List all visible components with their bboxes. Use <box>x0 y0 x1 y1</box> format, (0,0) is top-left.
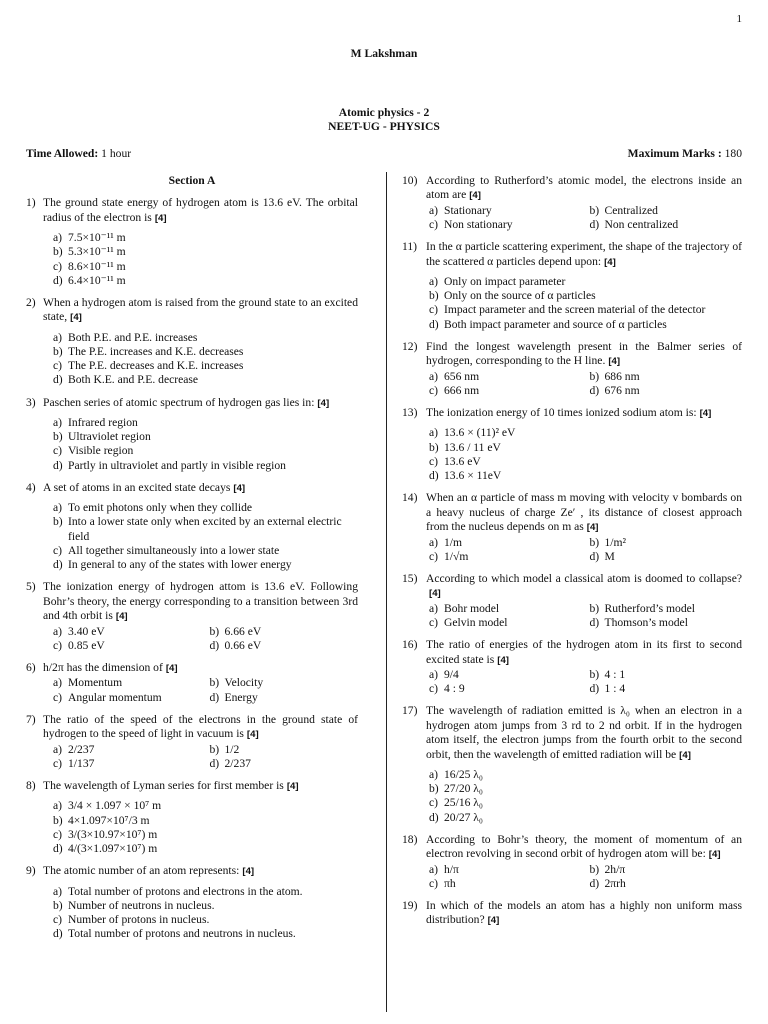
question-5 <box>26 580 358 653</box>
option-a: a) Only on impact parameter <box>429 275 566 289</box>
marks-tag: [4] <box>317 397 330 409</box>
question-2 <box>26 296 358 388</box>
option-b: b) 4 : 1 <box>589 667 626 681</box>
question-number: 13) <box>402 406 418 420</box>
options-list <box>402 370 742 398</box>
question-text: The ratio of the speed of the electrons in the ground state of hydrogen to the speed of light in vacuum is [4] <box>43 712 358 741</box>
question-number: 16) <box>402 638 418 652</box>
option-d: d) Partly in ultraviolet and partly in visible region <box>53 458 286 472</box>
option-d: d) 2/237 <box>209 756 251 770</box>
option-a: a) 3.40 eV <box>53 624 105 638</box>
option-d: d) 20/27 λ₀ <box>429 810 483 824</box>
option-a: a) Total number of protons and electrons in the atom. <box>53 884 303 898</box>
question-13 <box>402 406 742 483</box>
question-text: Paschen series of atomic spectrum of hydrogen gas lies in: [4] <box>43 395 330 409</box>
options-list <box>402 602 742 630</box>
question-text: h/2π has the dimension of [4] <box>43 660 178 674</box>
option-c: c) 666 nm <box>429 383 480 397</box>
option-c: c) 8.6×10⁻¹¹ m <box>53 259 126 273</box>
left-column <box>26 174 358 949</box>
marks-tag: [4] <box>154 212 167 224</box>
option-b: b) 13.6 / 11 eV <box>429 440 501 454</box>
option-b: b) Only on the source of α particles <box>429 289 596 303</box>
question-number: 8) <box>26 778 36 792</box>
option-a: a) Bohr model <box>429 601 500 615</box>
question-text: According to Rutherford’s atomic model, the electrons inside an atom are [4] <box>426 174 742 202</box>
options-list <box>26 331 358 388</box>
option-d: d) 2πrh <box>589 876 626 890</box>
right-column <box>402 174 742 937</box>
option-a: a) 16/25 λ₀ <box>429 767 483 781</box>
options-list <box>26 676 358 704</box>
options-list <box>402 668 742 696</box>
marks-tag: [4] <box>429 588 441 600</box>
option-a: a) To emit photons only when they collide <box>53 501 253 515</box>
question-text: In the α particle scattering experiment, the shape of the trajectory of the scattered α particles depend upon: [4] <box>426 240 742 268</box>
question-number: 1) <box>26 196 36 210</box>
question-number: 12) <box>402 339 418 353</box>
question-text: The ionization energy of hydrogen attom is 13.6 eV. Following Bohr’s theory, the energy corresponding to a transition between 3rd and 4th orbit is [4] <box>43 580 358 623</box>
option-a: a) Stationary <box>429 203 492 217</box>
marks-tag: [4] <box>708 849 721 861</box>
marks-tag: [4] <box>699 408 712 420</box>
option-a: a) 1/m <box>429 535 463 549</box>
question-number: 6) <box>26 660 36 674</box>
marks-tag: [4] <box>469 190 481 202</box>
option-a: a) 9/4 <box>429 667 459 681</box>
question-number: 3) <box>26 395 36 409</box>
marks-tag: [4] <box>165 662 178 674</box>
option-c: c) 1/137 <box>53 756 95 770</box>
question-text: A set of atoms in an excited state decays [4] <box>43 480 246 494</box>
question-7 <box>26 713 358 771</box>
marks-tag: [4] <box>608 356 621 368</box>
marks-tag: [4] <box>70 312 82 324</box>
option-b: b) Velocity <box>209 676 264 690</box>
question-text: Find the longest wavelength present in the Balmer series of hydrogen, corresponding to the H line. [4] <box>426 339 742 368</box>
question-number: 18) <box>402 832 418 846</box>
question-12 <box>402 340 742 398</box>
option-d: d) 13.6 × 11eV <box>429 469 502 483</box>
question-number: 4) <box>26 480 36 494</box>
question-19 <box>402 899 742 929</box>
option-b: b) Centralized <box>589 203 658 217</box>
section-title: Section A <box>168 174 216 187</box>
option-a: a) 7.5×10⁻¹¹ m <box>53 231 126 245</box>
option-b: b) 1/2 <box>209 742 240 756</box>
option-d: d) Both impact parameter and source of α particles <box>429 317 667 331</box>
options-list <box>26 416 358 473</box>
option-a: a) 13.6 × (11)² eV <box>429 426 516 440</box>
option-b: b) Ultraviolet region <box>53 430 151 444</box>
option-c: c) Angular momentum <box>53 690 162 704</box>
option-d: d) 4/(3×1.097×10⁷) m <box>53 841 158 855</box>
paper-subtitle: NEET-UG - PHYSICS <box>328 120 440 133</box>
option-c: c) Impact parameter and the screen material of the detector <box>429 303 706 317</box>
option-b: b) 27/20 λ₀ <box>429 782 483 796</box>
question-text: The atomic number of an atom represents: [4] <box>43 864 255 878</box>
question-number: 17) <box>402 704 418 718</box>
option-b: b) The P.E. increases and K.E. decreases <box>53 345 244 359</box>
option-c: c) 0.85 eV <box>53 638 105 652</box>
options-list <box>26 501 358 572</box>
option-d: d) Both K.E. and P.E. decrease <box>53 373 199 387</box>
question-1 <box>26 196 358 288</box>
question-text: According to Bohr’s theory, the moment of momentum of an electron revolving in second orbit of hydrogen atom will be: [4] <box>426 832 742 861</box>
question-number: 7) <box>26 712 36 726</box>
question-14 <box>402 491 742 564</box>
option-b: b) 4×1.097×10⁷/3 m <box>53 813 150 827</box>
question-number: 2) <box>26 296 36 310</box>
option-a: a) Infrared region <box>53 416 138 430</box>
question-8 <box>26 779 358 856</box>
marks-tag: [4] <box>233 482 246 494</box>
marks-tag: [4] <box>586 522 599 534</box>
option-d: d) Total number of protons and neutrons in nucleus. <box>53 927 296 941</box>
option-a: a) h/π <box>429 862 459 876</box>
options-list <box>402 863 742 891</box>
question-number: 19) <box>402 899 418 912</box>
question-number: 14) <box>402 491 418 505</box>
option-d: d) Energy <box>209 690 258 704</box>
option-d: d) Non centralized <box>589 218 679 232</box>
option-c: c) The P.E. decreases and K.E. increases <box>53 359 244 373</box>
options-list <box>26 625 358 653</box>
option-c: c) πh <box>429 876 456 890</box>
question-text: The ground state energy of hydrogen atom is 13.6 eV. The orbital radius of the electron is [4] <box>43 196 358 224</box>
marks-tag: [4] <box>679 749 691 761</box>
question-text: The wavelength of Lyman series for first member is [4] <box>43 778 299 792</box>
option-b: b) 686 nm <box>589 369 640 383</box>
paper-title: Atomic physics - 2 <box>338 106 430 119</box>
option-d: d) 0.66 eV <box>209 638 262 652</box>
option-c: c) 3/(3×10.97×10⁷) m <box>53 827 158 841</box>
option-b: b) 5.3×10⁻¹¹ m <box>53 245 126 259</box>
question-text: When an α particle of mass m moving with velocity v bombards on a heavy nucleus of charge Ze′ , its distance of closest approach from the nucleus depends on m as [4] <box>426 491 742 534</box>
marks-tag: [4] <box>286 780 299 792</box>
question-text: The ionization energy of 10 times ionized sodium atom is: [4] <box>426 406 712 420</box>
column-divider <box>386 172 387 1012</box>
option-b: b) Into a lower state only when excited by an external electric field <box>53 515 342 543</box>
option-c: c) 1/√m <box>429 549 469 563</box>
question-10 <box>402 174 742 232</box>
question-16 <box>402 638 742 696</box>
question-17 <box>402 704 742 824</box>
question-4 <box>26 481 358 572</box>
option-c: c) 25/16 λ₀ <box>429 796 483 810</box>
marks-tag: [4] <box>604 256 616 268</box>
title-block <box>0 106 768 134</box>
option-b: b) 2h/π <box>589 862 626 876</box>
page-number: 1 <box>736 13 742 25</box>
question-number: 10) <box>402 174 418 187</box>
options-list <box>26 885 358 942</box>
marks-tag: [4] <box>242 866 255 878</box>
option-a: a) 2/237 <box>53 742 95 756</box>
option-a: a) 656 nm <box>429 369 480 383</box>
question-15 <box>402 572 742 630</box>
question-number: 9) <box>26 864 36 878</box>
question-3 <box>26 396 358 473</box>
option-c: c) Non stationary <box>429 218 513 232</box>
options-list <box>402 768 742 825</box>
option-c: c) Gelvin model <box>429 615 508 629</box>
question-6 <box>26 661 358 705</box>
option-c: c) 13.6 eV <box>429 454 481 468</box>
option-b: b) 1/m² <box>589 535 627 549</box>
option-c: c) Number of protons in nucleus. <box>53 912 210 926</box>
marks-tag: [4] <box>497 654 509 666</box>
option-d: d) In general to any of the states with lower energy <box>53 558 292 572</box>
option-a: a) Both P.E. and P.E. increases <box>53 330 198 344</box>
question-number: 11) <box>402 240 418 254</box>
time-allowed: Time Allowed: 1 hour <box>26 147 132 160</box>
option-c: c) Visible region <box>53 444 134 458</box>
question-text: According to which model a classical atom is doomed to collapse?[4] <box>426 571 742 600</box>
option-a: a) Momentum <box>53 676 123 690</box>
maximum-marks: Maximum Marks : 180 <box>627 147 742 160</box>
option-a: a) 3/4 × 1.097 × 10⁷ m <box>53 799 162 813</box>
author-name: M Lakshman <box>350 47 418 60</box>
question-text: The ratio of energies of the hydrogen atom in its first to second excited state is [4] <box>426 638 742 666</box>
option-d: d) 1 : 4 <box>589 682 626 696</box>
options-list <box>402 536 742 564</box>
question-9 <box>26 864 358 941</box>
question-number: 15) <box>402 571 418 585</box>
option-b: b) 6.66 eV <box>209 624 262 638</box>
question-18 <box>402 833 742 891</box>
option-b: b) Number of neutrons in nucleus. <box>53 898 215 912</box>
question-text: The wavelength of radiation emitted is λ₀ when an electron in a hydrogen atom jumps from 3 rd to 2 nd orbit. If in the hydrogen atom itself, the electron jumps from the fourth orbit to the second orbit, then the wavelength of emitted radiation will be [4] <box>426 704 742 761</box>
option-b: b) Rutherford’s model <box>589 601 695 615</box>
options-list <box>402 275 742 332</box>
option-c: c) 4 : 9 <box>429 682 465 696</box>
question-11 <box>402 240 742 332</box>
options-list <box>402 204 742 232</box>
options-list <box>26 231 358 288</box>
marks-tag: [4] <box>246 729 259 741</box>
option-d: d) Thomson’s model <box>589 615 688 629</box>
question-text: In which of the models an atom has a highly non uniform mass distribution? [4] <box>426 899 742 927</box>
marks-tag: [4] <box>487 915 500 927</box>
options-list <box>402 426 742 483</box>
options-list <box>26 799 358 856</box>
question-text: When a hydrogen atom is raised from the ground state to an excited state, [4] <box>43 296 358 324</box>
option-d: d) M <box>589 549 615 563</box>
option-c: c) All together simultaneously into a lower state <box>53 543 280 557</box>
marks-tag: [4] <box>115 611 128 623</box>
option-d: d) 6.4×10⁻¹¹ m <box>53 273 126 287</box>
question-number: 5) <box>26 580 36 594</box>
option-d: d) 676 nm <box>589 383 640 397</box>
options-list <box>26 743 358 771</box>
